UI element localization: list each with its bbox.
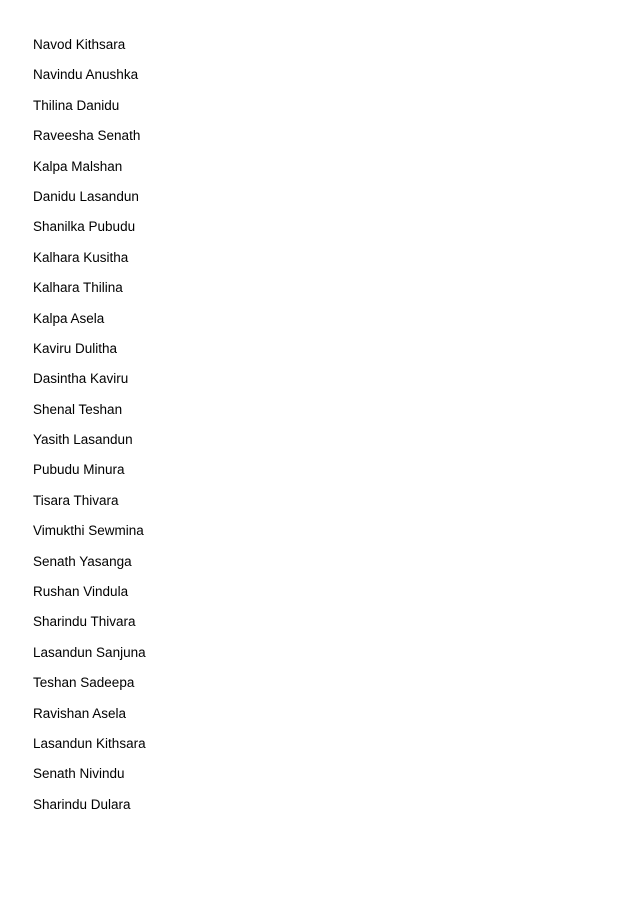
list-item: Sharindu Dulara bbox=[33, 796, 131, 812]
list-item: Senath Yasanga bbox=[33, 553, 132, 569]
list-item: Kalhara Kusitha bbox=[33, 249, 129, 265]
list-item: Dasintha Kaviru bbox=[33, 371, 129, 387]
list-item: Navod Kithsara bbox=[33, 37, 126, 52]
name-list bbox=[33, 36, 146, 826]
list-item: Kaviru Dulitha bbox=[33, 340, 118, 356]
list-item: Kalpa Asela bbox=[33, 310, 105, 326]
list-item: Rushan Vindula bbox=[33, 584, 129, 600]
list-item: Lasandun Kithsara bbox=[33, 735, 146, 751]
list-item: Teshan Sadeepa bbox=[33, 675, 135, 691]
list-item: Kalpa Malshan bbox=[33, 158, 123, 174]
list-item: Raveesha Senath bbox=[33, 128, 141, 144]
list-item: Ravishan Asela bbox=[33, 705, 127, 721]
list-item: Vimukthi Sewmina bbox=[33, 523, 144, 539]
list-item: Shenal Teshan bbox=[33, 401, 123, 417]
list-item: Thilina Danidu bbox=[33, 97, 120, 113]
list-item: Danidu Lasandun bbox=[33, 188, 139, 204]
list-item: Yasith Lasandun bbox=[33, 432, 133, 448]
list-item: Pubudu Minura bbox=[33, 462, 125, 478]
list-item: Navindu Anushka bbox=[33, 67, 139, 83]
list-item: Tisara Thivara bbox=[33, 492, 119, 508]
list-item: Shanilka Pubudu bbox=[33, 219, 136, 235]
list-item: Senath Nivindu bbox=[33, 766, 125, 782]
list-item: Kalhara Thilina bbox=[33, 280, 123, 296]
list-item: Sharindu Thivara bbox=[33, 614, 136, 630]
list-item: Lasandun Sanjuna bbox=[33, 644, 146, 660]
